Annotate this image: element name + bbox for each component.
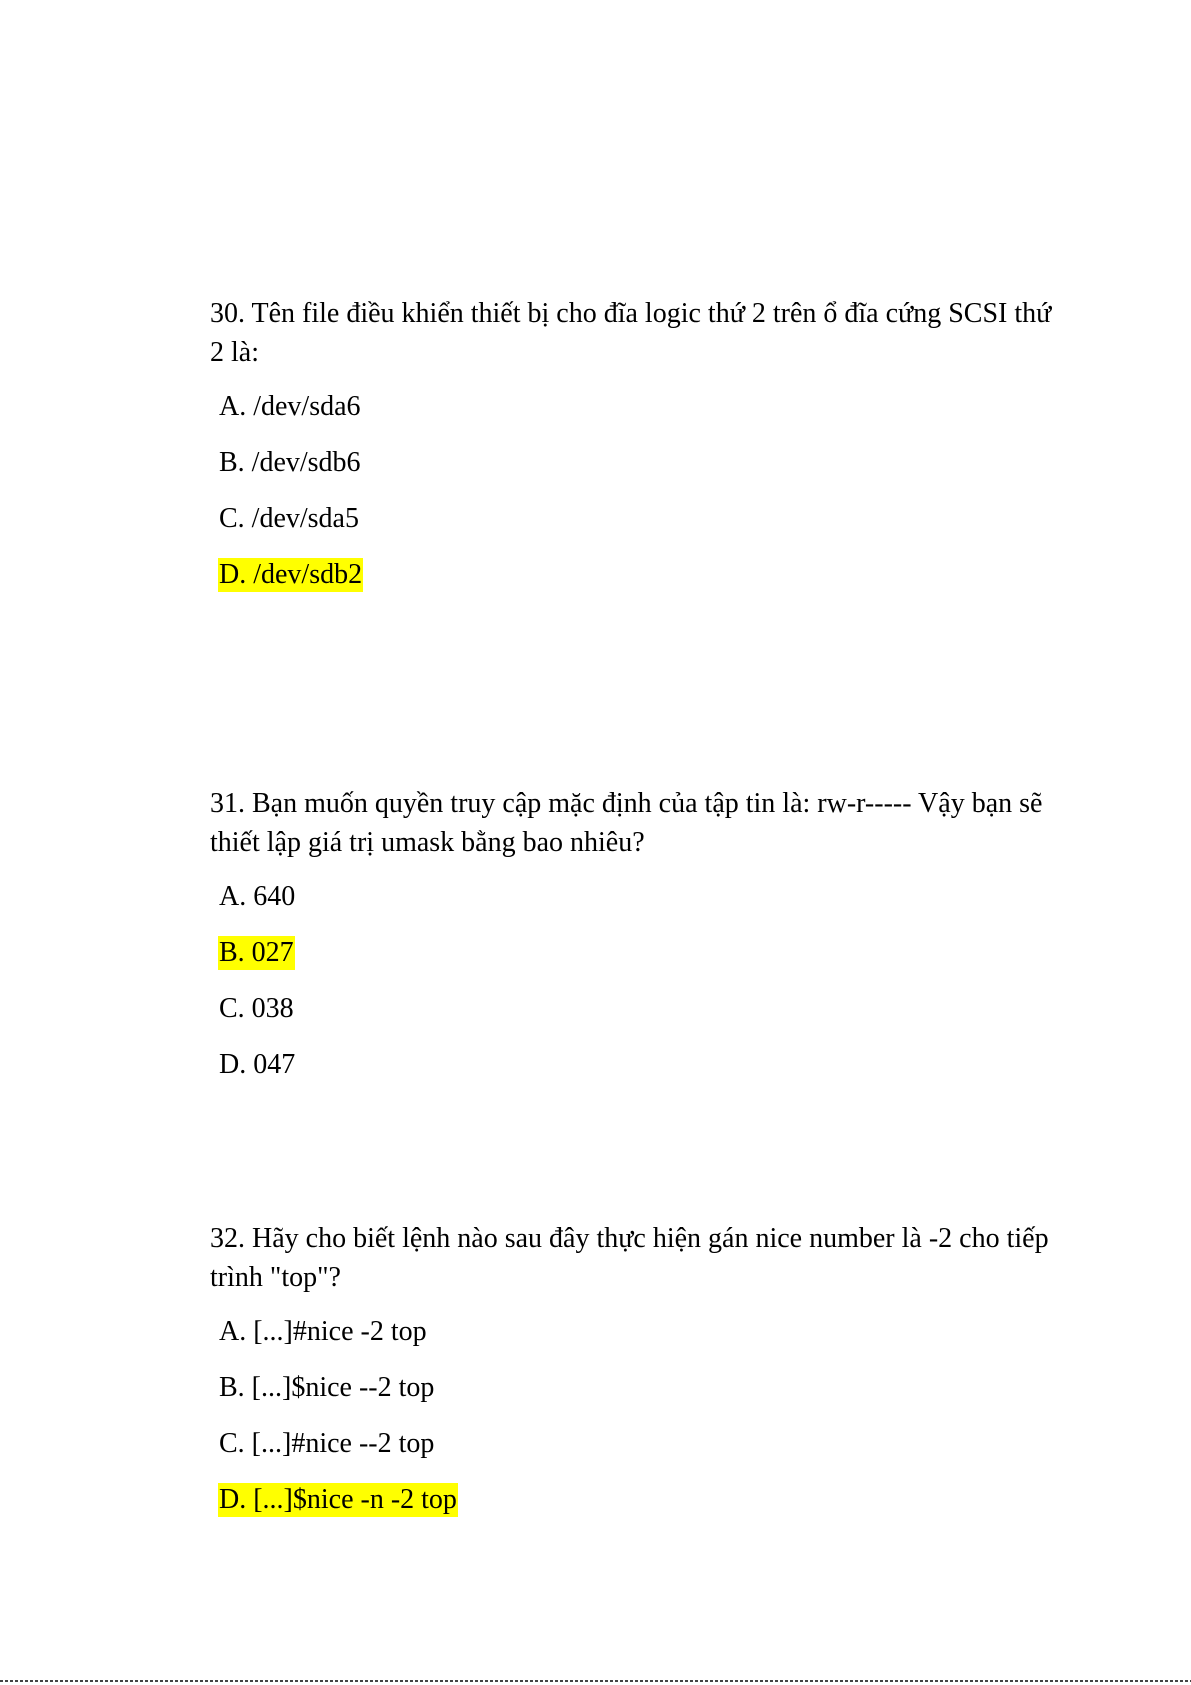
- option-label: B. /dev/sdb6: [219, 447, 361, 478]
- option-list: [210, 880, 1060, 1082]
- question-text: 31. Bạn muốn quyền truy cập mặc định của tập tin là: rw-r----- Vậy bạn sẽ thiết lập giá trị umask bằng bao nhiêu?: [210, 788, 1043, 858]
- option-label-highlighted: D. [...]$nice -n -2 top: [219, 1484, 457, 1515]
- question-30: [210, 294, 1060, 614]
- option-label: A. 640: [219, 881, 296, 912]
- option-c: [218, 1427, 1060, 1461]
- option-label: C. /dev/sda5: [219, 503, 359, 534]
- option-label-highlighted: D. /dev/sdb2: [219, 559, 363, 590]
- page-bottom-rule: [0, 1680, 1191, 1682]
- option-a: [218, 1315, 1060, 1349]
- option-label: C. 038: [219, 993, 294, 1024]
- option-label: C. [...]#nice --2 top: [219, 1428, 435, 1459]
- option-b: [218, 936, 1060, 970]
- option-label-highlighted: B. 027: [219, 937, 294, 968]
- option-list: [210, 1315, 1060, 1517]
- question-31: [210, 784, 1060, 1104]
- option-d: [218, 1048, 1060, 1082]
- option-label: B. [...]$nice --2 top: [219, 1372, 435, 1403]
- option-d: [218, 558, 1060, 592]
- option-a: [218, 880, 1060, 914]
- question-32: [210, 1219, 1060, 1539]
- option-c: [218, 992, 1060, 1026]
- option-label: D. 047: [219, 1049, 296, 1080]
- option-a: [218, 390, 1060, 424]
- question-text: 30. Tên file điều khiển thiết bị cho đĩa logic thứ 2 trên ổ đĩa cứng SCSI thứ 2 là:: [210, 298, 1052, 368]
- option-b: [218, 1371, 1060, 1405]
- option-label: A. /dev/sda6: [219, 391, 361, 422]
- question-text: 32. Hãy cho biết lệnh nào sau đây thực hiện gán nice number là -2 cho tiếp trình "top"?: [210, 1223, 1049, 1293]
- option-d: [218, 1483, 1060, 1517]
- option-list: [210, 390, 1060, 592]
- option-label: A. [...]#nice -2 top: [219, 1316, 427, 1347]
- option-b: [218, 446, 1060, 480]
- option-c: [218, 502, 1060, 536]
